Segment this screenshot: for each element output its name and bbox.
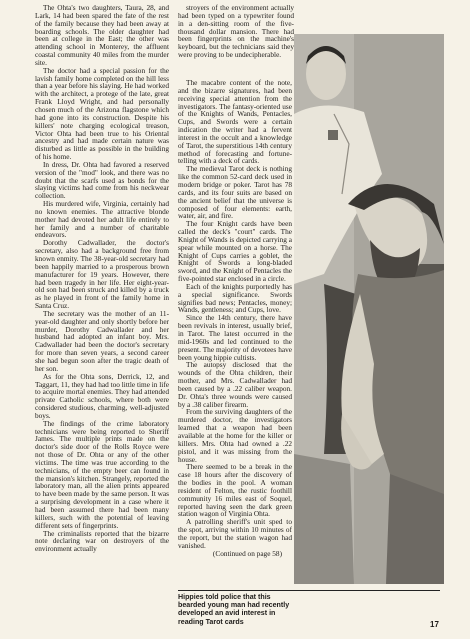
article-paragraph: The criminalists reported that the bizarre note declaring war on destroyers of the environment actually — [35, 528, 169, 554]
article-paragraph: From the surviving daughters of the murdered doctor, the investigators learned that a weapon had been available at the home for the killer or killers. Mrs. Ohta had owned a .22 pistol, and it was missing from the house. — [178, 407, 292, 464]
article-paragraph: stroyers of the environment actually had been typed on a typewriter found in a den-sitting room of the five-thousand dollar mansion. There had been fingerprints on the machine's keyboard, but the technicians said they were proving to be undecipherable. — [178, 4, 294, 60]
article-paragraph: The doctor had a special passion for the lavish family home completed on the hill less than a year before his slaying. He had worked with the architect, a protege of the late, great Frank Lloyd Wright, and had personally chosen much of the Arizona flagstone which had gone into its construction. Despite his killers' note charging ecological treason, Victor Ohta had been true to his Oriental ancestry and had made certain nature was disturbed as little as possible in the building of his home. — [35, 65, 169, 162]
article-paragraph: In dress, Dr. Ohta had favored a reserved version of the "mod" look, and there was no doubt that the scarfs used as bonds for the slaying victims had come from his neckwear collection. — [35, 159, 169, 201]
caption-text: Hippies told police that this bearded young man had recently developed an avid interest in reading Tarot cards — [178, 593, 290, 626]
article-paragraph: There seemed to be a break in the case 18 hours after the discovery of the bodies in the pool. A woman resident of Felton, the rustic foothill community 16 miles east of Soquel, reported having seen the dark green station wagon of Virginia Ohta. — [178, 462, 292, 519]
page-number: 17 — [430, 620, 439, 629]
article-paragraph: The medieval Tarot deck is nothing like the common 52-card deck used in modern bridge or poker. Tarot has 78 cards, and its four suits are based on the ancient belief that the universe is composed of four elements: earth, water, air, and fire. — [178, 164, 292, 221]
photo-caption — [178, 590, 440, 626]
article-column-2 — [178, 4, 294, 79]
article-column-3 — [178, 79, 292, 585]
article-paragraph: The secretary was the mother of an 11-year-old daughter and only shortly before her murder, Dorothy Cadwallader and her husband had adopted an infant boy. Mrs. Cadwallader had been the doctor's secretary for more than seven years, a second career she had begun soon after the tragic death of her son. — [35, 308, 169, 373]
article-paragraph: Since the 14th century, there have been revivals in interest, usually brief, in Tarot. The latest occurred in the mid-1960s and led continued to the present. The majority of devotees have been young hippie cultists. — [178, 313, 292, 362]
article-paragraph: The four Knight cards have been called the deck's "court" cards. The Knight of Wands is depicted carrying a spear while mounted on a horse. The Knight of Cups carries a goblet, the Knight of Swords a long-bladed sword, and the Knight of Pentacles the five-pointed star enclosed in a circle. — [178, 219, 292, 284]
article-paragraph: The Ohta's two daughters, Taura, 28, and Lark, 14 had been spared the fate of the rest of the family because they had been away at boarding schools. The older daughter had been at college in the East; the other was attending school in Monterey, the affluent coastal community 40 miles from the murder site. — [35, 4, 169, 67]
article-paragraph: The autopsy disclosed that the wounds of the Ohta children, their mother, and Mrs. Cadwallader had been caused by a .22 caliber weapon. Dr. Ohta's three wounds were caused by a .38 caliber firearm. — [178, 360, 292, 409]
article-paragraph: The findings of the crime laboratory technicians were being reported to Sheriff James. The multiple prints made on the doctor's side door of the Rolls Royce were not those of Dr. Ohta or any of the other victims. The time was true according to the technicians, of the empty beer can found in the mansion's kitchen. Strangely, reported the laboratory man, all the alien prints appeared to have been made by the same person. It was a surprising development in a case where it had been assumed there had been many killers, such with the potential of leaving different sets of fingerprints. — [35, 418, 169, 530]
suspect-photograph — [294, 34, 444, 584]
article-paragraph: His murdered wife, Virginia, certainly had no known enemies. The attractive blonde mother had devoted her adult life entirely to her family and a number of charitable endeavors. — [35, 199, 169, 240]
photo-illustration — [294, 34, 444, 584]
article-paragraph: As for the Ohta sons, Derrick, 12, and Taggart, 11, they had had too little time in life to acquire mortal enemies. They had attended private Catholic schools, where both were considered studious, charming, well-adjusted boys. — [35, 371, 169, 420]
continued-note: (Continued on page 58) — [212, 548, 282, 558]
article-column-1 — [35, 4, 169, 634]
article-paragraph: Each of the knights purportedly has a special significance. Swords signifies bad news; Pentacles, money; Wands, gentleness; and Cups, love. — [178, 281, 292, 315]
article-paragraph: The macabre content of the note, and the bizarre signatures, had been receiving special attention from the investigators. The fantasy-oriented use of the Knights of Wands, Pentacles, Cups, and Swords were a certain indication the writer had a fervent interest in the occult and a knowledge of Tarot, the superstitious 14th century method of forecasting and fortune-telling with a deck of cards. — [178, 79, 292, 166]
article-paragraph: Dorothy Cadwallader, the doctor's secretary, also had a background free from known enmity. The 38-year-old secretary had been happily married to a prosperous brown manufacturer for 19 years. However, there had been tragedy in her life. Her eight-year-old son had been struck and killed by a truck as he played in front of the family home in Santa Cruz. — [35, 238, 169, 311]
article-paragraph: A patrolling sheriff's unit sped to the spot, arriving within 10 minutes of the report, but the station wagon had vanished. — [178, 517, 292, 550]
